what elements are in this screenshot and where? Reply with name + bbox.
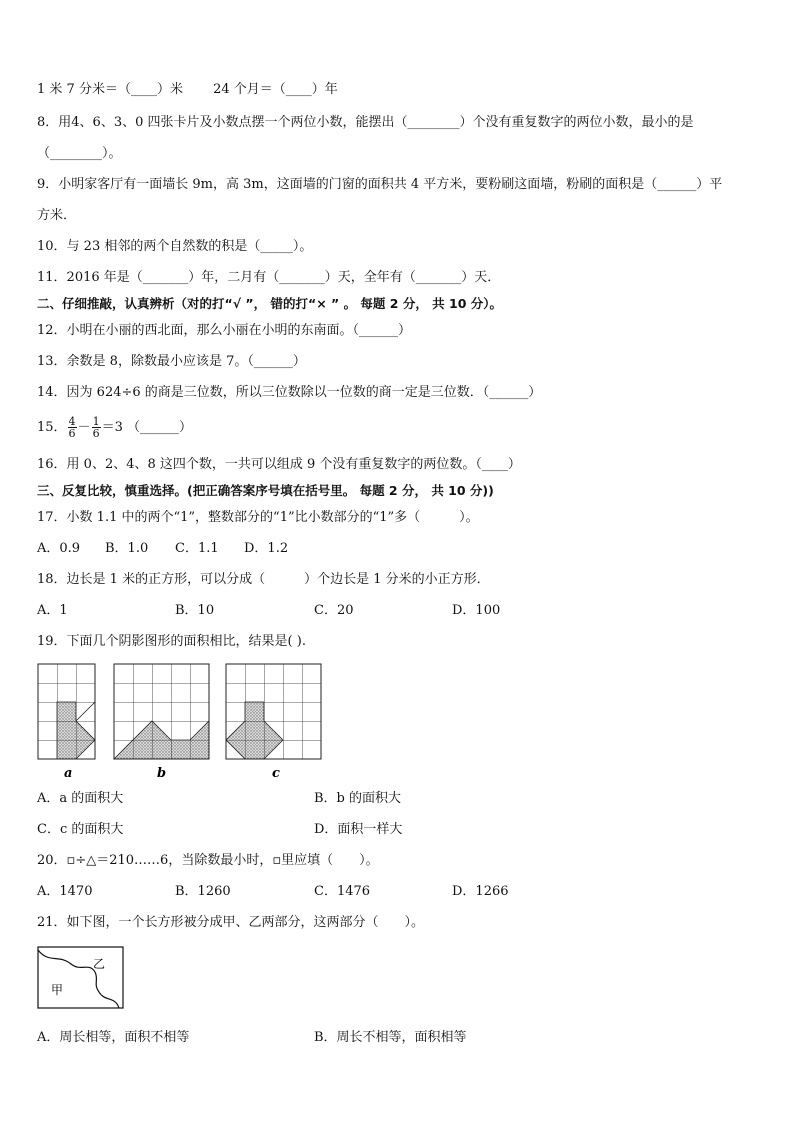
option-d: D．面积一样大 bbox=[314, 822, 403, 837]
question-19-options-row-2 bbox=[37, 821, 403, 839]
option-d: D．1.2 bbox=[244, 541, 289, 556]
option-b: B．10 bbox=[175, 603, 215, 618]
rectangle-split-figure bbox=[37, 946, 127, 1012]
question-8-line-2: （________）。 bbox=[37, 146, 122, 161]
option-c: C．1.1 bbox=[175, 541, 219, 556]
minus-sign: － bbox=[77, 420, 91, 435]
grid-b bbox=[114, 664, 209, 759]
question-13: 13．余数是 8，除数最小应该是 7。（______） bbox=[37, 354, 306, 369]
question-19-options-row-1 bbox=[37, 790, 402, 808]
question-20: 20．▫÷△＝210……6，当除数最小时，▫里应填（ ）。 bbox=[37, 853, 379, 868]
question-16: 16．用 0、2、4、8 这四个数，一共可以组成 9 个没有重复数字的两位数。（____） bbox=[37, 457, 521, 472]
option-b: B．1260 bbox=[175, 884, 231, 899]
option-b: B．b 的面积大 bbox=[314, 791, 402, 806]
grid-c bbox=[226, 664, 321, 759]
question-15-suffix: ＝3 （______） bbox=[101, 420, 192, 435]
option-a: A．1 bbox=[37, 603, 68, 618]
question-14: 14．因为 624÷6 的商是三位数，所以三位数除以一位数的商一定是三位数．（______） bbox=[37, 385, 542, 400]
option-b: B．周长不相等，面积相等 bbox=[314, 1030, 467, 1045]
option-d: D．100 bbox=[452, 603, 501, 618]
question-20-options bbox=[37, 883, 509, 901]
question-21: 21．如下图，一个长方形被分成甲、乙两部分，这两部分（ ）。 bbox=[37, 915, 425, 930]
question-17-options bbox=[37, 540, 289, 558]
question-15 bbox=[37, 414, 192, 442]
option-a: A．周长相等，面积不相等 bbox=[37, 1030, 190, 1045]
option-a: A．0.9 bbox=[37, 541, 81, 556]
question-15-prefix: 15． bbox=[37, 420, 67, 435]
option-b: B．1.0 bbox=[105, 541, 149, 556]
question-11: 11．2016 年是（_______）年，二月有（_______）天，全年有（_______）天． bbox=[37, 270, 501, 285]
grid-b-label: b bbox=[157, 766, 167, 781]
option-c: C．20 bbox=[314, 603, 354, 618]
region-yi-label: 乙 bbox=[93, 957, 106, 971]
unit-conversion-line: 1 米 7 分米＝（____）米 24 个月＝（____）年 bbox=[37, 82, 338, 97]
option-c: C．c 的面积大 bbox=[37, 822, 124, 837]
region-jia-label: 甲 bbox=[51, 983, 64, 997]
question-17: 17．小数 1.1 中的两个“1”，整数部分的“1”比小数部分的“1”多（ ）。 bbox=[37, 510, 479, 525]
grid-c-label: c bbox=[272, 766, 280, 781]
grid-a bbox=[38, 664, 95, 759]
question-18-options bbox=[37, 602, 501, 620]
option-d: D．1266 bbox=[452, 884, 509, 899]
fraction-1-6: $\frac{1}{6}$ bbox=[92, 415, 100, 440]
option-a: A．1470 bbox=[37, 884, 93, 899]
option-c: C．1476 bbox=[314, 884, 371, 899]
question-10: 10．与 23 相邻的两个自然数的积是（_____）。 bbox=[37, 239, 313, 254]
question-9-line-2: 方米． bbox=[37, 208, 77, 223]
grid-a-label: a bbox=[64, 766, 73, 781]
fraction-4-6: $\frac{4}{6}$ bbox=[68, 415, 76, 440]
shaded-grids-figure bbox=[36, 662, 336, 782]
option-a: A．a 的面积大 bbox=[37, 791, 124, 806]
section-3-heading: 三、反复比较，慎重选择。(把正确答案序号填在括号里。 每题 2 分， 共 10 分)) bbox=[37, 483, 494, 498]
question-8-line-1: 8．用4、6、3、0 四张卡片及小数点摆一个两位小数，能摆出（________）个没有重复数字的两位小数，最小的是 bbox=[37, 115, 694, 130]
question-19: 19．下面几个阴影图形的面积相比，结果是( ). bbox=[37, 634, 306, 649]
question-12: 12．小明在小丽的西北面，那么小丽在小明的东南面。（______） bbox=[37, 323, 412, 338]
question-21-options bbox=[37, 1029, 467, 1047]
question-18: 18．边长是 1 米的正方形，可以分成（ ）个边长是 1 分米的小正方形． bbox=[37, 572, 490, 587]
section-2-heading: 二、仔细推敲，认真辨析（对的打“√ ”， 错的打“× ” 。 每题 2 分， 共 10 分）。 bbox=[37, 296, 503, 311]
question-9-line-1: 9．小明家客厅有一面墙长 9m，高 3m，这面墙的门窗的面积共 4 平方米，要粉刷这面墙，粉刷的面积是（______）平 bbox=[37, 177, 723, 192]
